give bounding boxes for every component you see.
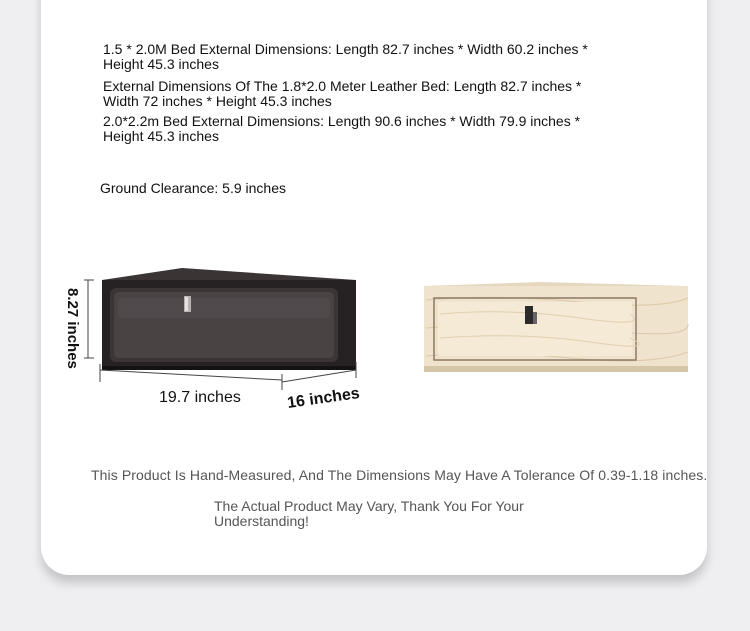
depth-label: 16 inches xyxy=(286,384,361,412)
tolerance-note: This Product Is Hand-Measured, And The Dimensions May Have A Tolerance Of 0.39-1.18 inches. xyxy=(91,467,708,483)
vary-note: The Actual Product May Vary, Thank You For Your Understanding! xyxy=(214,498,524,529)
dimension-line-1: 1.5 * 2.0M Bed External Dimensions: Length 82.7 inches * Width 60.2 inches * Height 45.3 inches xyxy=(103,41,588,72)
ground-clearance-text: Ground Clearance: 5.9 inches xyxy=(100,180,286,196)
wood-drawer-image xyxy=(420,280,692,380)
width-label: 19.7 inches xyxy=(159,389,241,406)
dimension-line-3: 2.0*2.2m Bed External Dimensions: Length 90.6 inches * Width 79.9 inches * Height 45.3 inches xyxy=(103,113,581,144)
dark-drawer-image xyxy=(60,258,370,418)
dimension-line-2: External Dimensions Of The 1.8*2.0 Meter Leather Bed: Length 82.7 inches * Width 72 inches * Height 45.3 inches xyxy=(103,78,582,109)
height-label: 8.27 inches xyxy=(64,288,81,369)
